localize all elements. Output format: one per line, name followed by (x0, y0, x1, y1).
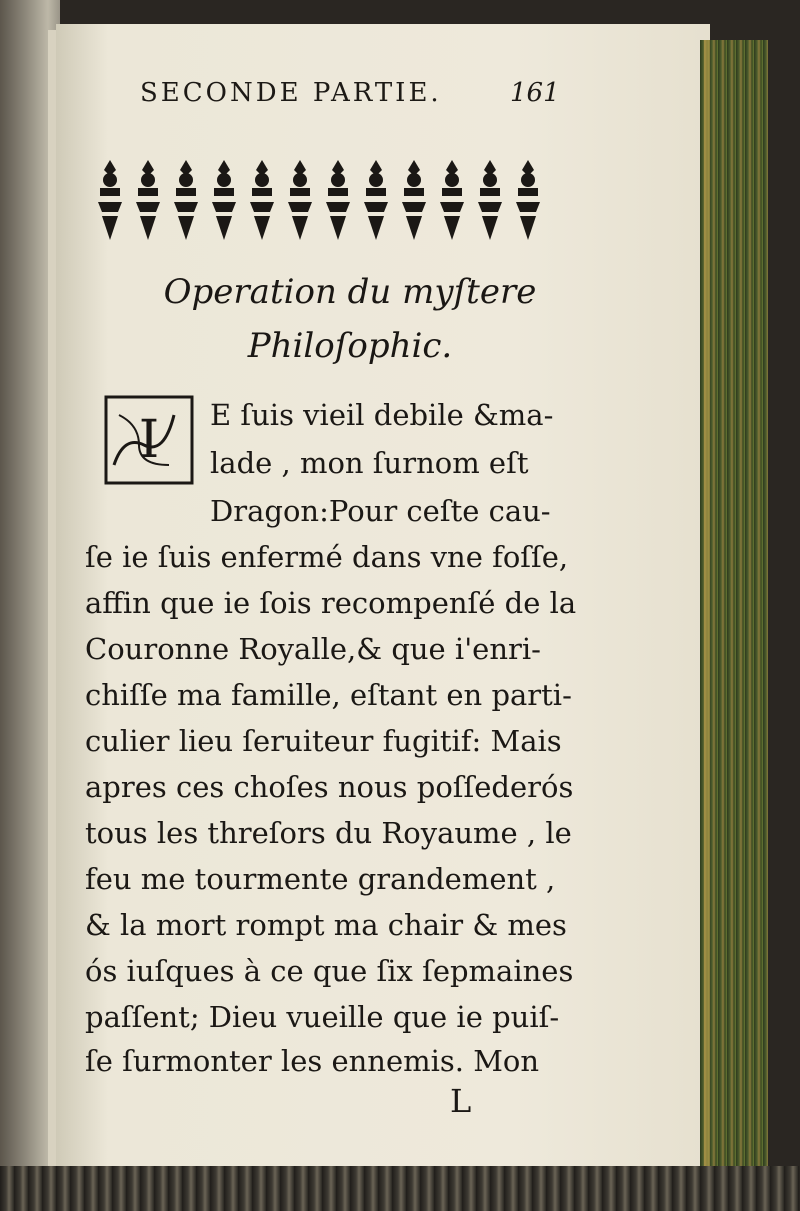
body-line-14: paſſent; Dieu vueille que ie puiſ- (85, 1000, 560, 1034)
body-line-10: tous les threſors du Royaume , le (85, 816, 572, 850)
page-bottom-edge (0, 1166, 800, 1211)
facing-page-edge (0, 0, 60, 1211)
body-line-9: apres ces choſes nous poſſederós (85, 770, 574, 804)
body-line-11: feu me tourmente grandement , (85, 862, 556, 896)
body-line-3: Dragon:Pour ceſte cau- (210, 494, 551, 528)
chapter-title-line-1: Operation du myſtere (163, 272, 537, 312)
page-fore-edge (700, 40, 768, 1170)
body-line-15: ſe ſurmonter les ennemis. Mon (85, 1044, 540, 1078)
body-line-8: culier lieu ſeruiteur fugitif: Mais (85, 724, 562, 758)
svg-text:I: I (138, 410, 160, 470)
running-head (140, 78, 590, 108)
running-title: SECONDE PARTIE. (140, 78, 442, 108)
decorated-initial (104, 395, 194, 485)
body-line-2: lade , mon ſurnom eſt (210, 446, 529, 480)
body-line-5: affin que ie ſois recompenſé de la (85, 586, 577, 620)
body-line-4: ſe ie ſuis enfermé dans vne foſſe, (85, 540, 569, 574)
body-line-13: ós iuſques à ce que ſix ſepmaines (85, 954, 574, 988)
body-line-6: Couronne Royalle,& que i'enri- (85, 632, 541, 666)
chapter-title-line-2: Philoſophic. (247, 326, 453, 366)
body-line-12: & la mort rompt ma chair & mes (85, 908, 567, 942)
body-line-7: chiſſe ma famille, eſtant en parti- (85, 678, 572, 712)
decorative-headpiece (90, 150, 570, 250)
catchword: L (450, 1082, 472, 1120)
page-number: 161 (510, 78, 560, 108)
body-line-1: E ſuis vieil debile &ma- (210, 398, 554, 432)
